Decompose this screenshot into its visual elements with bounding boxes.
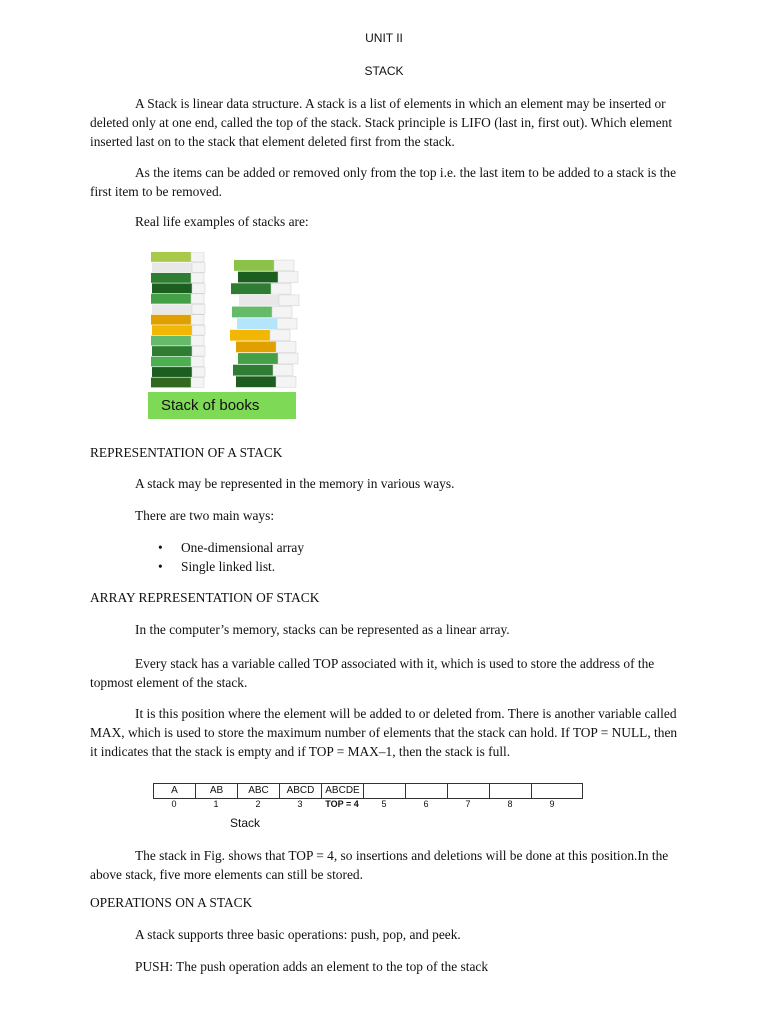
array-index: TOP = 4 — [325, 799, 359, 809]
section-title: STACK — [364, 64, 404, 78]
array-index: 0 — [171, 799, 177, 809]
bullet-icon: • — [158, 540, 163, 555]
book-pages — [192, 283, 205, 293]
array-cell: ABCD — [280, 784, 322, 798]
book-pages — [278, 272, 298, 283]
book-pages — [192, 346, 205, 356]
array-index: 5 — [381, 799, 387, 809]
book-right — [233, 365, 273, 376]
list-item — [158, 540, 304, 556]
book-left — [151, 273, 191, 283]
book-pages — [279, 295, 299, 306]
array-cell — [406, 784, 448, 798]
book-left — [151, 294, 191, 304]
array-index: 1 — [213, 799, 219, 809]
book-pages — [273, 365, 293, 376]
paragraph-max-variable: It is this position where the element will be added to or deleted from. There is another variable called MAX, which is used to store the maximum number of elements that the stack can hold. If TOP = NULL, then it indicates that the stack is empty and if TOP = MAX–1, then the stack is full. — [90, 706, 678, 759]
book-right — [236, 376, 276, 387]
book-pages — [191, 336, 204, 346]
bullet-icon: • — [158, 559, 163, 574]
paragraph-basic-operations: A stack supports three basic operations: push, pop, and peek. — [135, 927, 461, 942]
book-pages — [270, 330, 290, 341]
array-cell: ABCDE — [322, 784, 364, 798]
book-pages — [274, 260, 294, 271]
book-pages — [276, 341, 296, 352]
stack-of-books-figure — [148, 252, 312, 420]
paragraph-lifo-explanation: As the items can be added or removed only from the top i.e. the last item to be added to a stack is the first item to be removed. — [90, 165, 677, 199]
book-right — [232, 307, 272, 318]
book-pages — [271, 283, 291, 294]
heading-operations: OPERATIONS ON A STACK — [90, 895, 253, 910]
array-indices — [153, 799, 583, 809]
array-index: 7 — [465, 799, 471, 809]
book-left — [151, 315, 191, 325]
list-item-label: Single linked list. — [181, 559, 276, 574]
book-right — [238, 272, 278, 283]
book-left — [151, 378, 191, 388]
array-cell — [532, 784, 573, 798]
array-index: 3 — [297, 799, 303, 809]
book-pages — [192, 325, 205, 335]
list-item-label: One-dimensional array — [181, 540, 305, 555]
book-pages — [272, 307, 292, 318]
book-right — [234, 260, 274, 271]
book-left — [151, 336, 191, 346]
array-caption: Stack — [230, 816, 261, 830]
paragraph-examples-intro: Real life examples of stacks are: — [135, 214, 309, 229]
paragraph-two-ways: There are two main ways: — [135, 508, 275, 523]
book-pages — [191, 378, 204, 388]
array-cell: A — [154, 784, 196, 798]
books-illustration — [148, 252, 312, 388]
array-stack-figure — [153, 783, 583, 835]
heading-representation: REPRESENTATION OF A STACK — [90, 445, 283, 460]
book-pages — [191, 273, 204, 283]
book-pages — [192, 304, 205, 314]
array-index: 9 — [549, 799, 555, 809]
paragraph-push-operation: PUSH: The push operation adds an element to the top of the stack — [135, 959, 489, 974]
array-cell — [448, 784, 490, 798]
book-left — [152, 262, 192, 272]
array-cell — [364, 784, 406, 798]
book-right — [231, 283, 271, 294]
array-index: 2 — [255, 799, 261, 809]
book-right — [239, 295, 279, 306]
array-index: 8 — [507, 799, 513, 809]
book-right — [237, 318, 277, 329]
paragraph-definition: A Stack is linear data structure. A stack is a list of elements in which an element may be inserted or deleted only at one end, called the top of the stack. Stack principle is LIFO (last in, first out). Which element inserted last on to the stack that element deleted first from the stack. — [90, 96, 673, 149]
books-caption: Stack of books — [148, 392, 296, 419]
paragraph-top-equals-four: The stack in Fig. shows that TOP = 4, so insertions and deletions will be done at this position.In the above stack, five more elements can still be stored. — [90, 848, 669, 882]
book-left — [151, 357, 191, 367]
book-left — [152, 283, 192, 293]
array-cell: AB — [196, 784, 238, 798]
list-item — [158, 559, 275, 575]
array-index: 6 — [423, 799, 429, 809]
books-svg — [148, 252, 312, 388]
book-left — [152, 346, 192, 356]
book-pages — [192, 262, 205, 272]
unit-title: UNIT II — [365, 31, 403, 45]
array-cell — [490, 784, 532, 798]
book-left — [151, 252, 191, 262]
book-pages — [191, 294, 204, 304]
book-pages — [277, 318, 297, 329]
book-right — [230, 330, 270, 341]
paragraph-representation-ways: A stack may be represented in the memory in various ways. — [135, 476, 455, 491]
book-right — [236, 341, 276, 352]
book-pages — [191, 357, 204, 367]
book-pages — [192, 367, 205, 377]
book-left — [152, 367, 192, 377]
book-pages — [191, 315, 204, 325]
book-pages — [278, 353, 298, 364]
array-cells — [153, 783, 583, 799]
book-left — [152, 304, 192, 314]
book-left — [152, 325, 192, 335]
array-cell: ABC — [238, 784, 280, 798]
heading-array-representation: ARRAY REPRESENTATION OF STACK — [90, 590, 320, 605]
book-right — [238, 353, 278, 364]
paragraph-linear-array: In the computer’s memory, stacks can be represented as a linear array. — [135, 622, 510, 637]
paragraph-top-variable: Every stack has a variable called TOP associated with it, which is used to store the address of the topmost element of the stack. — [90, 656, 655, 690]
book-pages — [191, 252, 204, 262]
book-pages — [276, 376, 296, 387]
